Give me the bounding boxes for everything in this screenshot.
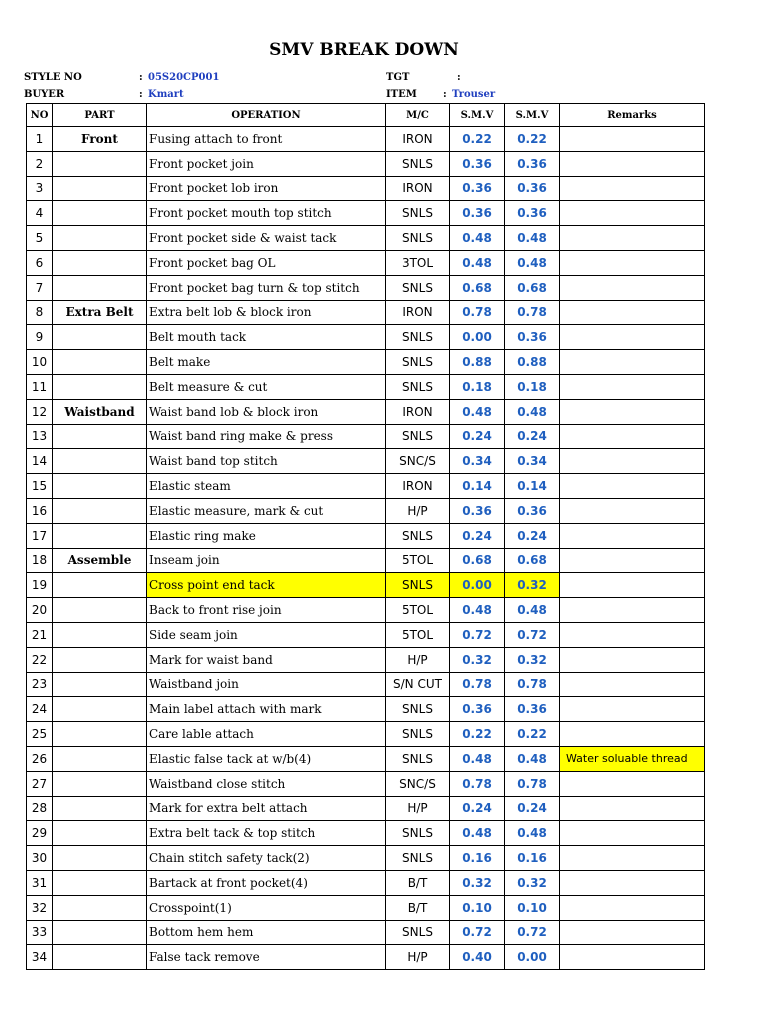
cell-remarks — [560, 548, 705, 573]
item-value: Trouser — [452, 89, 496, 100]
cell-smv-2: 0.36 — [505, 697, 560, 722]
cell-no: 13 — [27, 424, 53, 449]
cell-remarks — [560, 523, 705, 548]
cell-mc: SNLS — [386, 424, 450, 449]
table-row — [27, 746, 705, 771]
cell-mc: 5TOL — [386, 622, 450, 647]
cell-no: 24 — [27, 697, 53, 722]
cell-mc: B/T — [386, 895, 450, 920]
cell-operation: Belt make — [147, 350, 386, 375]
cell-smv: 0.32 — [450, 870, 505, 895]
cell-smv-2: 0.48 — [505, 399, 560, 424]
cell-part — [53, 449, 147, 474]
cell-remarks — [560, 498, 705, 523]
header-smv: S.M.V — [450, 104, 505, 127]
cell-mc: SNLS — [386, 226, 450, 251]
cell-smv: 0.34 — [450, 449, 505, 474]
buyer-label: BUYER — [24, 89, 65, 100]
cell-part — [53, 746, 147, 771]
cell-operation: Mark for extra belt attach — [147, 796, 386, 821]
cell-smv: 0.36 — [450, 151, 505, 176]
cell-operation: Waistband join — [147, 672, 386, 697]
cell-no: 17 — [27, 523, 53, 548]
cell-smv-2: 0.36 — [505, 201, 560, 226]
table-row — [27, 598, 705, 623]
cell-operation: Inseam join — [147, 548, 386, 573]
cell-smv: 0.00 — [450, 325, 505, 350]
table-row — [27, 647, 705, 672]
cell-smv: 0.78 — [450, 771, 505, 796]
cell-remarks — [560, 226, 705, 251]
table-row — [27, 523, 705, 548]
table-row — [27, 275, 705, 300]
cell-smv: 0.72 — [450, 920, 505, 945]
cell-remarks — [560, 449, 705, 474]
cell-no: 30 — [27, 846, 53, 871]
cell-part — [53, 622, 147, 647]
cell-mc: SNLS — [386, 746, 450, 771]
cell-mc: SNC/S — [386, 449, 450, 474]
cell-remarks — [560, 176, 705, 201]
cell-mc: 3TOL — [386, 250, 450, 275]
table-row — [27, 176, 705, 201]
cell-smv: 0.36 — [450, 201, 505, 226]
cell-smv: 0.22 — [450, 127, 505, 152]
table-row — [27, 796, 705, 821]
cell-smv-2: 0.72 — [505, 622, 560, 647]
cell-remarks — [560, 424, 705, 449]
cell-remarks: Water soluable thread — [560, 746, 705, 771]
cell-smv: 0.22 — [450, 722, 505, 747]
cell-smv-2: 0.18 — [505, 374, 560, 399]
cell-part — [53, 771, 147, 796]
cell-no: 27 — [27, 771, 53, 796]
cell-operation: Waist band lob & block iron — [147, 399, 386, 424]
cell-operation: Front pocket bag turn & top stitch — [147, 275, 386, 300]
cell-remarks — [560, 598, 705, 623]
cell-operation: Mark for waist band — [147, 647, 386, 672]
cell-part — [53, 176, 147, 201]
cell-part: Waistband — [53, 399, 147, 424]
cell-mc: H/P — [386, 796, 450, 821]
cell-no: 33 — [27, 920, 53, 945]
cell-smv-2: 0.34 — [505, 449, 560, 474]
cell-smv: 0.18 — [450, 374, 505, 399]
cell-smv-2: 0.48 — [505, 598, 560, 623]
cell-part — [53, 697, 147, 722]
table-row — [27, 201, 705, 226]
cell-remarks — [560, 647, 705, 672]
cell-operation: Bartack at front pocket(4) — [147, 870, 386, 895]
cell-smv: 0.48 — [450, 399, 505, 424]
cell-operation: Cross point end tack — [147, 573, 386, 598]
cell-no: 22 — [27, 647, 53, 672]
cell-mc: S/N CUT — [386, 672, 450, 697]
cell-smv-2: 0.36 — [505, 498, 560, 523]
cell-part — [53, 374, 147, 399]
cell-operation: Care lable attach — [147, 722, 386, 747]
cell-smv-2: 0.14 — [505, 474, 560, 499]
cell-mc: SNLS — [386, 846, 450, 871]
cell-part — [53, 275, 147, 300]
table-row — [27, 722, 705, 747]
cell-smv-2: 0.22 — [505, 127, 560, 152]
cell-part — [53, 523, 147, 548]
cell-no: 21 — [27, 622, 53, 647]
cell-mc: SNLS — [386, 374, 450, 399]
cell-mc: SNLS — [386, 275, 450, 300]
cell-smv-2: 0.24 — [505, 796, 560, 821]
cell-smv: 0.88 — [450, 350, 505, 375]
smv-table — [26, 103, 705, 970]
table-row — [27, 300, 705, 325]
cell-smv-2: 0.72 — [505, 920, 560, 945]
tgt-colon: : — [457, 72, 461, 83]
cell-operation: Waist band top stitch — [147, 449, 386, 474]
cell-remarks — [560, 399, 705, 424]
cell-smv: 0.48 — [450, 598, 505, 623]
cell-smv-2: 0.78 — [505, 771, 560, 796]
cell-no: 25 — [27, 722, 53, 747]
cell-no: 2 — [27, 151, 53, 176]
cell-part — [53, 945, 147, 970]
cell-remarks — [560, 771, 705, 796]
cell-remarks — [560, 573, 705, 598]
cell-no: 4 — [27, 201, 53, 226]
style-no-value: 05S20CP001 — [148, 72, 220, 83]
table-row — [27, 821, 705, 846]
header-operation: OPERATION — [147, 104, 386, 127]
cell-no: 23 — [27, 672, 53, 697]
cell-smv-2: 0.78 — [505, 672, 560, 697]
cell-operation: Elastic false tack at w/b(4) — [147, 746, 386, 771]
table-row — [27, 548, 705, 573]
cell-smv-2: 0.32 — [505, 870, 560, 895]
cell-mc: SNLS — [386, 722, 450, 747]
item-label: ITEM — [386, 89, 417, 100]
cell-part — [53, 895, 147, 920]
header-smv-2: S.M.V — [505, 104, 560, 127]
cell-mc: SNLS — [386, 523, 450, 548]
cell-smv-2: 0.36 — [505, 176, 560, 201]
cell-no: 5 — [27, 226, 53, 251]
cell-smv-2: 0.36 — [505, 325, 560, 350]
cell-mc: 5TOL — [386, 598, 450, 623]
cell-operation: Belt measure & cut — [147, 374, 386, 399]
cell-part — [53, 226, 147, 251]
cell-operation: Side seam join — [147, 622, 386, 647]
cell-remarks — [560, 250, 705, 275]
cell-smv: 0.24 — [450, 523, 505, 548]
cell-smv: 0.68 — [450, 548, 505, 573]
cell-smv-2: 0.32 — [505, 573, 560, 598]
cell-remarks — [560, 275, 705, 300]
cell-part — [53, 870, 147, 895]
cell-remarks — [560, 350, 705, 375]
table-row — [27, 151, 705, 176]
cell-smv-2: 0.68 — [505, 275, 560, 300]
cell-remarks — [560, 672, 705, 697]
cell-remarks — [560, 374, 705, 399]
cell-part — [53, 672, 147, 697]
cell-no: 20 — [27, 598, 53, 623]
cell-mc: B/T — [386, 870, 450, 895]
cell-part — [53, 647, 147, 672]
header-mc: M/C — [386, 104, 450, 127]
cell-operation: Chain stitch safety tack(2) — [147, 846, 386, 871]
cell-mc: SNLS — [386, 573, 450, 598]
table-row — [27, 399, 705, 424]
cell-part — [53, 250, 147, 275]
cell-part: Extra Belt — [53, 300, 147, 325]
cell-remarks — [560, 895, 705, 920]
cell-remarks — [560, 127, 705, 152]
table-row — [27, 474, 705, 499]
cell-mc: IRON — [386, 399, 450, 424]
cell-remarks — [560, 325, 705, 350]
cell-part — [53, 846, 147, 871]
cell-mc: 5TOL — [386, 548, 450, 573]
cell-remarks — [560, 870, 705, 895]
cell-part: Front — [53, 127, 147, 152]
cell-smv: 0.36 — [450, 498, 505, 523]
header-part: PART — [53, 104, 147, 127]
cell-mc: SNLS — [386, 920, 450, 945]
cell-mc: SNLS — [386, 325, 450, 350]
table-row — [27, 697, 705, 722]
style-no-label: STYLE NO — [24, 72, 82, 83]
table-row — [27, 573, 705, 598]
cell-no: 16 — [27, 498, 53, 523]
cell-smv: 0.72 — [450, 622, 505, 647]
cell-remarks — [560, 300, 705, 325]
cell-part — [53, 598, 147, 623]
cell-smv: 0.36 — [450, 176, 505, 201]
table-row — [27, 226, 705, 251]
cell-smv-2: 0.22 — [505, 722, 560, 747]
cell-remarks — [560, 622, 705, 647]
cell-part — [53, 424, 147, 449]
cell-operation: Main label attach with mark — [147, 697, 386, 722]
cell-smv-2: 0.36 — [505, 151, 560, 176]
cell-remarks — [560, 697, 705, 722]
cell-smv-2: 0.88 — [505, 350, 560, 375]
cell-mc: SNLS — [386, 350, 450, 375]
cell-mc: SNLS — [386, 821, 450, 846]
cell-smv: 0.68 — [450, 275, 505, 300]
table-row — [27, 449, 705, 474]
buyer-colon: : — [139, 89, 143, 100]
cell-mc: SNLS — [386, 201, 450, 226]
table-row — [27, 498, 705, 523]
cell-operation: Extra belt lob & block iron — [147, 300, 386, 325]
cell-no: 7 — [27, 275, 53, 300]
cell-no: 3 — [27, 176, 53, 201]
cell-part — [53, 796, 147, 821]
header-remarks: Remarks — [560, 104, 705, 127]
cell-mc: IRON — [386, 127, 450, 152]
cell-remarks — [560, 846, 705, 871]
cell-smv: 0.32 — [450, 647, 505, 672]
table-row — [27, 350, 705, 375]
table-row — [27, 895, 705, 920]
cell-no: 14 — [27, 449, 53, 474]
cell-remarks — [560, 474, 705, 499]
cell-mc: SNC/S — [386, 771, 450, 796]
cell-smv-2: 0.10 — [505, 895, 560, 920]
cell-part — [53, 201, 147, 226]
table-header-row — [27, 104, 705, 127]
cell-operation: Elastic steam — [147, 474, 386, 499]
cell-smv-2: 0.24 — [505, 424, 560, 449]
cell-part — [53, 474, 147, 499]
tgt-label: TGT — [386, 72, 410, 83]
cell-no: 32 — [27, 895, 53, 920]
cell-no: 34 — [27, 945, 53, 970]
cell-mc: H/P — [386, 498, 450, 523]
cell-operation: Fusing attach to front — [147, 127, 386, 152]
table-body — [27, 127, 705, 970]
cell-mc: IRON — [386, 300, 450, 325]
cell-smv-2: 0.00 — [505, 945, 560, 970]
cell-operation: Front pocket join — [147, 151, 386, 176]
cell-no: 6 — [27, 250, 53, 275]
cell-remarks — [560, 722, 705, 747]
table-row — [27, 920, 705, 945]
table-row — [27, 325, 705, 350]
table-row — [27, 622, 705, 647]
cell-operation: Extra belt tack & top stitch — [147, 821, 386, 846]
style-no-colon: : — [139, 72, 143, 83]
cell-no: 15 — [27, 474, 53, 499]
table-row — [27, 870, 705, 895]
cell-smv: 0.36 — [450, 697, 505, 722]
cell-no: 29 — [27, 821, 53, 846]
cell-smv-2: 0.48 — [505, 746, 560, 771]
cell-mc: SNLS — [386, 697, 450, 722]
cell-smv-2: 0.24 — [505, 523, 560, 548]
cell-part: Assemble — [53, 548, 147, 573]
cell-remarks — [560, 796, 705, 821]
cell-smv: 0.48 — [450, 226, 505, 251]
cell-operation: Front pocket side & waist tack — [147, 226, 386, 251]
cell-smv-2: 0.78 — [505, 300, 560, 325]
cell-no: 31 — [27, 870, 53, 895]
cell-smv: 0.24 — [450, 424, 505, 449]
cell-part — [53, 821, 147, 846]
cell-smv: 0.48 — [450, 250, 505, 275]
table-row — [27, 672, 705, 697]
table-row — [27, 771, 705, 796]
cell-operation: Elastic ring make — [147, 523, 386, 548]
cell-smv-2: 0.48 — [505, 821, 560, 846]
cell-operation: Waistband close stitch — [147, 771, 386, 796]
table-row — [27, 945, 705, 970]
cell-part — [53, 920, 147, 945]
cell-part — [53, 573, 147, 598]
cell-remarks — [560, 151, 705, 176]
cell-smv: 0.14 — [450, 474, 505, 499]
cell-smv-2: 0.16 — [505, 846, 560, 871]
cell-operation: Front pocket lob iron — [147, 176, 386, 201]
cell-no: 10 — [27, 350, 53, 375]
cell-operation: Back to front rise join — [147, 598, 386, 623]
cell-operation: Front pocket bag OL — [147, 250, 386, 275]
page-title: SMV BREAK DOWN — [269, 40, 459, 60]
cell-remarks — [560, 821, 705, 846]
cell-mc: H/P — [386, 945, 450, 970]
cell-no: 26 — [27, 746, 53, 771]
cell-operation: Belt mouth tack — [147, 325, 386, 350]
cell-no: 8 — [27, 300, 53, 325]
cell-smv-2: 0.32 — [505, 647, 560, 672]
cell-smv: 0.40 — [450, 945, 505, 970]
cell-part — [53, 151, 147, 176]
table-row — [27, 250, 705, 275]
cell-part — [53, 498, 147, 523]
cell-smv-2: 0.68 — [505, 548, 560, 573]
cell-remarks — [560, 945, 705, 970]
cell-smv: 0.10 — [450, 895, 505, 920]
table-row — [27, 424, 705, 449]
cell-smv-2: 0.48 — [505, 250, 560, 275]
cell-smv: 0.78 — [450, 300, 505, 325]
cell-part — [53, 325, 147, 350]
table-row — [27, 374, 705, 399]
cell-operation: False tack remove — [147, 945, 386, 970]
cell-no: 11 — [27, 374, 53, 399]
cell-operation: Front pocket mouth top stitch — [147, 201, 386, 226]
cell-remarks — [560, 201, 705, 226]
cell-no: 28 — [27, 796, 53, 821]
cell-smv: 0.16 — [450, 846, 505, 871]
cell-no: 1 — [27, 127, 53, 152]
cell-operation: Crosspoint(1) — [147, 895, 386, 920]
cell-no: 18 — [27, 548, 53, 573]
cell-part — [53, 722, 147, 747]
table-row — [27, 846, 705, 871]
cell-mc: IRON — [386, 176, 450, 201]
cell-operation: Waist band ring make & press — [147, 424, 386, 449]
header-no: NO — [27, 104, 53, 127]
cell-smv: 0.48 — [450, 821, 505, 846]
cell-smv: 0.78 — [450, 672, 505, 697]
cell-mc: IRON — [386, 474, 450, 499]
cell-operation: Elastic measure, mark & cut — [147, 498, 386, 523]
cell-mc: H/P — [386, 647, 450, 672]
cell-part — [53, 350, 147, 375]
cell-no: 9 — [27, 325, 53, 350]
buyer-value: Kmart — [148, 89, 184, 100]
cell-smv: 0.48 — [450, 746, 505, 771]
item-colon: : — [443, 89, 447, 100]
cell-mc: SNLS — [386, 151, 450, 176]
cell-smv-2: 0.48 — [505, 226, 560, 251]
cell-smv: 0.24 — [450, 796, 505, 821]
cell-operation: Bottom hem hem — [147, 920, 386, 945]
cell-smv: 0.00 — [450, 573, 505, 598]
cell-no: 19 — [27, 573, 53, 598]
table-row — [27, 127, 705, 152]
cell-no: 12 — [27, 399, 53, 424]
cell-remarks — [560, 920, 705, 945]
